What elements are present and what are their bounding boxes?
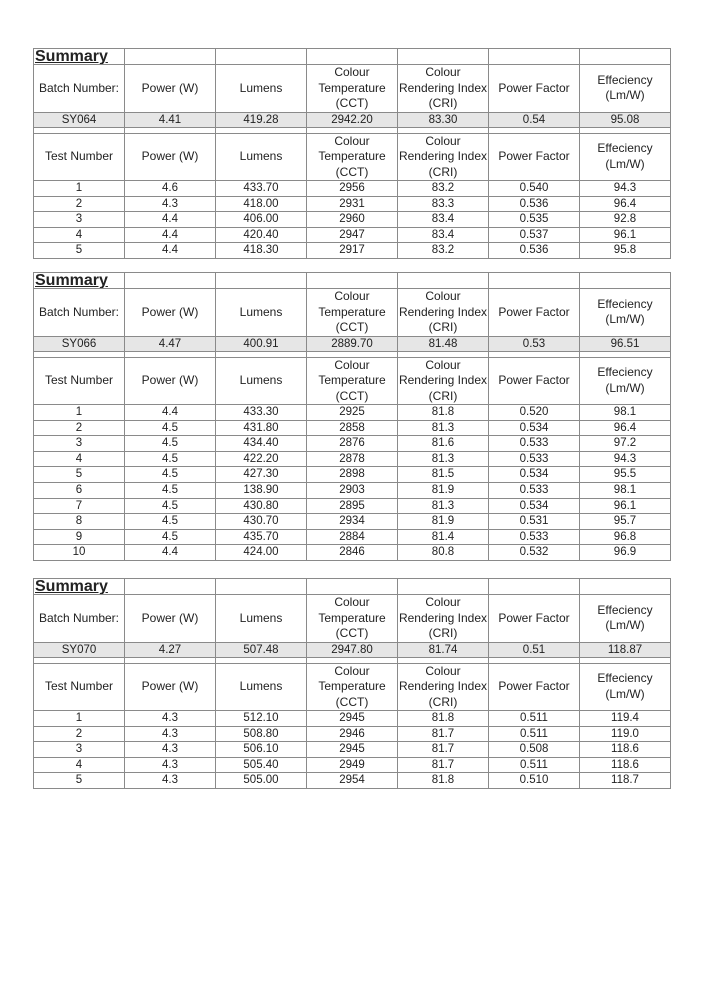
test-value: 0.533 (489, 482, 580, 498)
test-column-header: Effeciency (Lm/W) (580, 357, 671, 405)
test-value: 506.10 (216, 742, 307, 758)
empty-cell (125, 273, 216, 289)
batch-value: 81.48 (398, 336, 489, 351)
batch-value: 2942.20 (307, 112, 398, 127)
test-row (34, 773, 671, 789)
test-value: 4.5 (125, 436, 216, 452)
test-value: 2945 (307, 711, 398, 727)
test-value: 505.40 (216, 757, 307, 773)
test-value: 0.510 (489, 773, 580, 789)
batch-value: 2947.80 (307, 642, 398, 657)
test-value: 81.6 (398, 436, 489, 452)
test-column-header: Power (W) (125, 133, 216, 181)
test-value: 0.533 (489, 529, 580, 545)
empty-cell (580, 273, 671, 289)
test-number: 7 (34, 498, 125, 514)
test-number: 2 (34, 420, 125, 436)
test-number: 10 (34, 545, 125, 561)
summary-table (33, 48, 671, 259)
test-value: 0.536 (489, 196, 580, 212)
test-value: 0.511 (489, 757, 580, 773)
test-value: 4.3 (125, 773, 216, 789)
test-column-header: Power Factor (489, 357, 580, 405)
test-value: 2956 (307, 181, 398, 197)
test-value: 0.534 (489, 467, 580, 483)
test-value: 2946 (307, 726, 398, 742)
test-column-header: Effeciency (Lm/W) (580, 663, 671, 711)
test-value: 418.30 (216, 243, 307, 259)
test-value: 2931 (307, 196, 398, 212)
test-row (34, 742, 671, 758)
summary-title: Summary (34, 579, 125, 595)
test-column-header: Test Number (34, 133, 125, 181)
test-value: 81.9 (398, 482, 489, 498)
test-number: 2 (34, 196, 125, 212)
test-value: 98.1 (580, 405, 671, 421)
test-value: 95.8 (580, 243, 671, 259)
test-value: 512.10 (216, 711, 307, 727)
test-value: 435.70 (216, 529, 307, 545)
test-value: 427.30 (216, 467, 307, 483)
test-value: 4.3 (125, 757, 216, 773)
summary-table (33, 578, 671, 789)
test-value: 81.4 (398, 529, 489, 545)
batch-value: 118.87 (580, 642, 671, 657)
test-value: 4.5 (125, 529, 216, 545)
test-value: 4.3 (125, 711, 216, 727)
test-value: 81.3 (398, 498, 489, 514)
test-value: 0.532 (489, 545, 580, 561)
test-value: 83.4 (398, 227, 489, 243)
test-value: 81.7 (398, 757, 489, 773)
test-value: 2947 (307, 227, 398, 243)
test-number: 5 (34, 773, 125, 789)
test-value: 0.520 (489, 405, 580, 421)
batch-value: 0.54 (489, 112, 580, 127)
empty-cell (489, 579, 580, 595)
test-value: 95.7 (580, 514, 671, 530)
empty-cell (398, 273, 489, 289)
batch-column-header: Power (W) (125, 65, 216, 113)
test-value: 96.8 (580, 529, 671, 545)
test-number: 4 (34, 451, 125, 467)
batch-column-header: Colour Temperature (CCT) (307, 595, 398, 643)
test-column-header: Power Factor (489, 663, 580, 711)
batch-column-header: Effeciency (Lm/W) (580, 65, 671, 113)
test-value: 95.5 (580, 467, 671, 483)
batch-value: 2889.70 (307, 336, 398, 351)
test-value: 81.8 (398, 405, 489, 421)
test-row (34, 757, 671, 773)
test-value: 96.9 (580, 545, 671, 561)
test-value: 97.2 (580, 436, 671, 452)
empty-cell (307, 579, 398, 595)
test-row (34, 243, 671, 259)
batch-column-header: Lumens (216, 595, 307, 643)
test-value: 433.30 (216, 405, 307, 421)
test-value: 81.5 (398, 467, 489, 483)
test-column-header: Colour Temperature (CCT) (307, 663, 398, 711)
test-number: 6 (34, 482, 125, 498)
empty-cell (216, 273, 307, 289)
test-value: 4.4 (125, 405, 216, 421)
empty-cell (580, 579, 671, 595)
test-value: 96.1 (580, 227, 671, 243)
empty-cell (489, 273, 580, 289)
test-value: 0.511 (489, 711, 580, 727)
test-column-header: Lumens (216, 357, 307, 405)
test-value: 2876 (307, 436, 398, 452)
test-value: 0.535 (489, 212, 580, 228)
test-row (34, 227, 671, 243)
test-number: 3 (34, 436, 125, 452)
test-value: 83.2 (398, 181, 489, 197)
test-row (34, 405, 671, 421)
test-column-header: Test Number (34, 357, 125, 405)
test-number: 9 (34, 529, 125, 545)
test-value: 0.540 (489, 181, 580, 197)
test-value: 4.3 (125, 742, 216, 758)
test-row (34, 467, 671, 483)
batch-column-header: Power Factor (489, 65, 580, 113)
test-value: 4.4 (125, 545, 216, 561)
test-value: 2925 (307, 405, 398, 421)
batch-value: 0.53 (489, 336, 580, 351)
batch-value: 419.28 (216, 112, 307, 127)
test-value: 96.4 (580, 196, 671, 212)
test-row (34, 212, 671, 228)
test-value: 96.4 (580, 420, 671, 436)
test-column-header: Colour Temperature (CCT) (307, 357, 398, 405)
empty-cell (125, 49, 216, 65)
test-value: 4.6 (125, 181, 216, 197)
batch-value: 507.48 (216, 642, 307, 657)
test-column-header: Lumens (216, 663, 307, 711)
batch-value: 400.91 (216, 336, 307, 351)
test-value: 81.7 (398, 726, 489, 742)
test-value: 0.531 (489, 514, 580, 530)
test-value: 83.4 (398, 212, 489, 228)
summary-block-sy066 (33, 272, 671, 561)
batch-column-header: Power Factor (489, 595, 580, 643)
batch-value: 95.08 (580, 112, 671, 127)
empty-cell (216, 579, 307, 595)
batch-value: 0.51 (489, 642, 580, 657)
test-row (34, 420, 671, 436)
test-value: 4.4 (125, 227, 216, 243)
batch-number: SY070 (34, 642, 125, 657)
test-value: 4.5 (125, 420, 216, 436)
test-number: 2 (34, 726, 125, 742)
batch-column-header: Effeciency (Lm/W) (580, 289, 671, 337)
test-row (34, 436, 671, 452)
test-row (34, 196, 671, 212)
test-row (34, 711, 671, 727)
empty-cell (307, 49, 398, 65)
test-value: 92.8 (580, 212, 671, 228)
test-value: 4.5 (125, 482, 216, 498)
test-number: 3 (34, 742, 125, 758)
batch-value: 96.51 (580, 336, 671, 351)
test-value: 2917 (307, 243, 398, 259)
test-value: 81.8 (398, 711, 489, 727)
test-row (34, 529, 671, 545)
test-row (34, 726, 671, 742)
summary-block-sy064 (33, 48, 671, 259)
test-value: 4.3 (125, 726, 216, 742)
test-value: 138.90 (216, 482, 307, 498)
batch-column-header: Batch Number: (34, 65, 125, 113)
test-value: 81.3 (398, 451, 489, 467)
test-value: 81.9 (398, 514, 489, 530)
test-value: 83.3 (398, 196, 489, 212)
test-value: 2898 (307, 467, 398, 483)
test-value: 94.3 (580, 451, 671, 467)
test-value: 505.00 (216, 773, 307, 789)
test-number: 8 (34, 514, 125, 530)
test-value: 2934 (307, 514, 398, 530)
test-value: 2949 (307, 757, 398, 773)
batch-column-header: Batch Number: (34, 289, 125, 337)
test-value: 81.7 (398, 742, 489, 758)
test-column-header: Colour Rendering Index (CRI) (398, 357, 488, 403)
test-value: 431.80 (216, 420, 307, 436)
empty-cell (125, 579, 216, 595)
test-column-header: Colour Rendering Index (CRI) (398, 133, 488, 179)
test-value: 508.80 (216, 726, 307, 742)
test-value: 424.00 (216, 545, 307, 561)
test-value: 420.40 (216, 227, 307, 243)
test-number: 5 (34, 467, 125, 483)
test-number: 5 (34, 243, 125, 259)
test-value: 118.6 (580, 757, 671, 773)
batch-column-header: Batch Number: (34, 595, 125, 643)
test-value: 83.2 (398, 243, 489, 259)
test-column-header: Power (W) (125, 663, 216, 711)
test-value: 422.20 (216, 451, 307, 467)
batch-column-header: Colour Rendering Index (CRI) (398, 65, 488, 110)
batch-column-header: Power (W) (125, 289, 216, 337)
test-value: 0.534 (489, 420, 580, 436)
test-value: 418.00 (216, 196, 307, 212)
test-value: 2954 (307, 773, 398, 789)
test-row (34, 482, 671, 498)
test-value: 118.7 (580, 773, 671, 789)
test-column-header: Lumens (216, 133, 307, 181)
test-value: 98.1 (580, 482, 671, 498)
test-value: 119.4 (580, 711, 671, 727)
test-value: 430.70 (216, 514, 307, 530)
test-row (34, 451, 671, 467)
test-value: 81.8 (398, 773, 489, 789)
test-value: 0.533 (489, 436, 580, 452)
test-column-header: Colour Temperature (CCT) (307, 133, 398, 181)
batch-column-header: Colour Temperature (CCT) (307, 65, 398, 113)
batch-column-header: Power Factor (489, 289, 580, 337)
test-value: 433.70 (216, 181, 307, 197)
empty-cell (216, 49, 307, 65)
test-row (34, 514, 671, 530)
test-value: 0.534 (489, 498, 580, 514)
batch-value: 81.74 (398, 642, 489, 657)
test-number: 4 (34, 227, 125, 243)
batch-value: 4.47 (125, 336, 216, 351)
batch-value: 83.30 (398, 112, 489, 127)
test-value: 4.5 (125, 514, 216, 530)
batch-number: SY066 (34, 336, 125, 351)
test-row (34, 545, 671, 561)
summary-table (33, 272, 671, 561)
test-row (34, 498, 671, 514)
test-column-header: Power Factor (489, 133, 580, 181)
test-column-header: Power (W) (125, 357, 216, 405)
test-value: 2858 (307, 420, 398, 436)
test-value: 0.533 (489, 451, 580, 467)
test-value: 96.1 (580, 498, 671, 514)
test-value: 4.4 (125, 243, 216, 259)
test-value: 2878 (307, 451, 398, 467)
test-number: 1 (34, 405, 125, 421)
test-number: 3 (34, 212, 125, 228)
test-value: 118.6 (580, 742, 671, 758)
batch-column-header: Power (W) (125, 595, 216, 643)
batch-column-header: Colour Rendering Index (CRI) (398, 595, 488, 640)
test-value: 2960 (307, 212, 398, 228)
test-value: 0.511 (489, 726, 580, 742)
test-value: 406.00 (216, 212, 307, 228)
batch-value: 4.41 (125, 112, 216, 127)
test-column-header: Test Number (34, 663, 125, 711)
empty-cell (580, 49, 671, 65)
test-value: 2903 (307, 482, 398, 498)
test-value: 4.5 (125, 451, 216, 467)
test-value: 0.508 (489, 742, 580, 758)
summary-title: Summary (34, 273, 125, 289)
batch-number: SY064 (34, 112, 125, 127)
batch-column-header: Colour Temperature (CCT) (307, 289, 398, 337)
test-number: 1 (34, 181, 125, 197)
test-row (34, 181, 671, 197)
empty-cell (489, 49, 580, 65)
test-value: 4.4 (125, 212, 216, 228)
batch-column-header: Colour Rendering Index (CRI) (398, 289, 488, 334)
batch-column-header: Effeciency (Lm/W) (580, 595, 671, 643)
test-value: 119.0 (580, 726, 671, 742)
test-value: 0.537 (489, 227, 580, 243)
test-value: 81.3 (398, 420, 489, 436)
test-value: 94.3 (580, 181, 671, 197)
batch-value: 4.27 (125, 642, 216, 657)
test-value: 2846 (307, 545, 398, 561)
test-value: 430.80 (216, 498, 307, 514)
batch-column-header: Lumens (216, 65, 307, 113)
test-value: 80.8 (398, 545, 489, 561)
test-value: 4.5 (125, 467, 216, 483)
empty-cell (307, 273, 398, 289)
test-value: 4.3 (125, 196, 216, 212)
batch-column-header: Lumens (216, 289, 307, 337)
test-value: 4.5 (125, 498, 216, 514)
test-value: 434.40 (216, 436, 307, 452)
test-value: 0.536 (489, 243, 580, 259)
test-value: 2884 (307, 529, 398, 545)
empty-cell (398, 579, 489, 595)
test-number: 1 (34, 711, 125, 727)
summary-title: Summary (34, 49, 125, 65)
empty-cell (398, 49, 489, 65)
test-column-header: Colour Rendering Index (CRI) (398, 663, 488, 709)
test-value: 2895 (307, 498, 398, 514)
summary-block-sy070 (33, 578, 671, 789)
test-value: 2945 (307, 742, 398, 758)
test-column-header: Effeciency (Lm/W) (580, 133, 671, 181)
test-number: 4 (34, 757, 125, 773)
